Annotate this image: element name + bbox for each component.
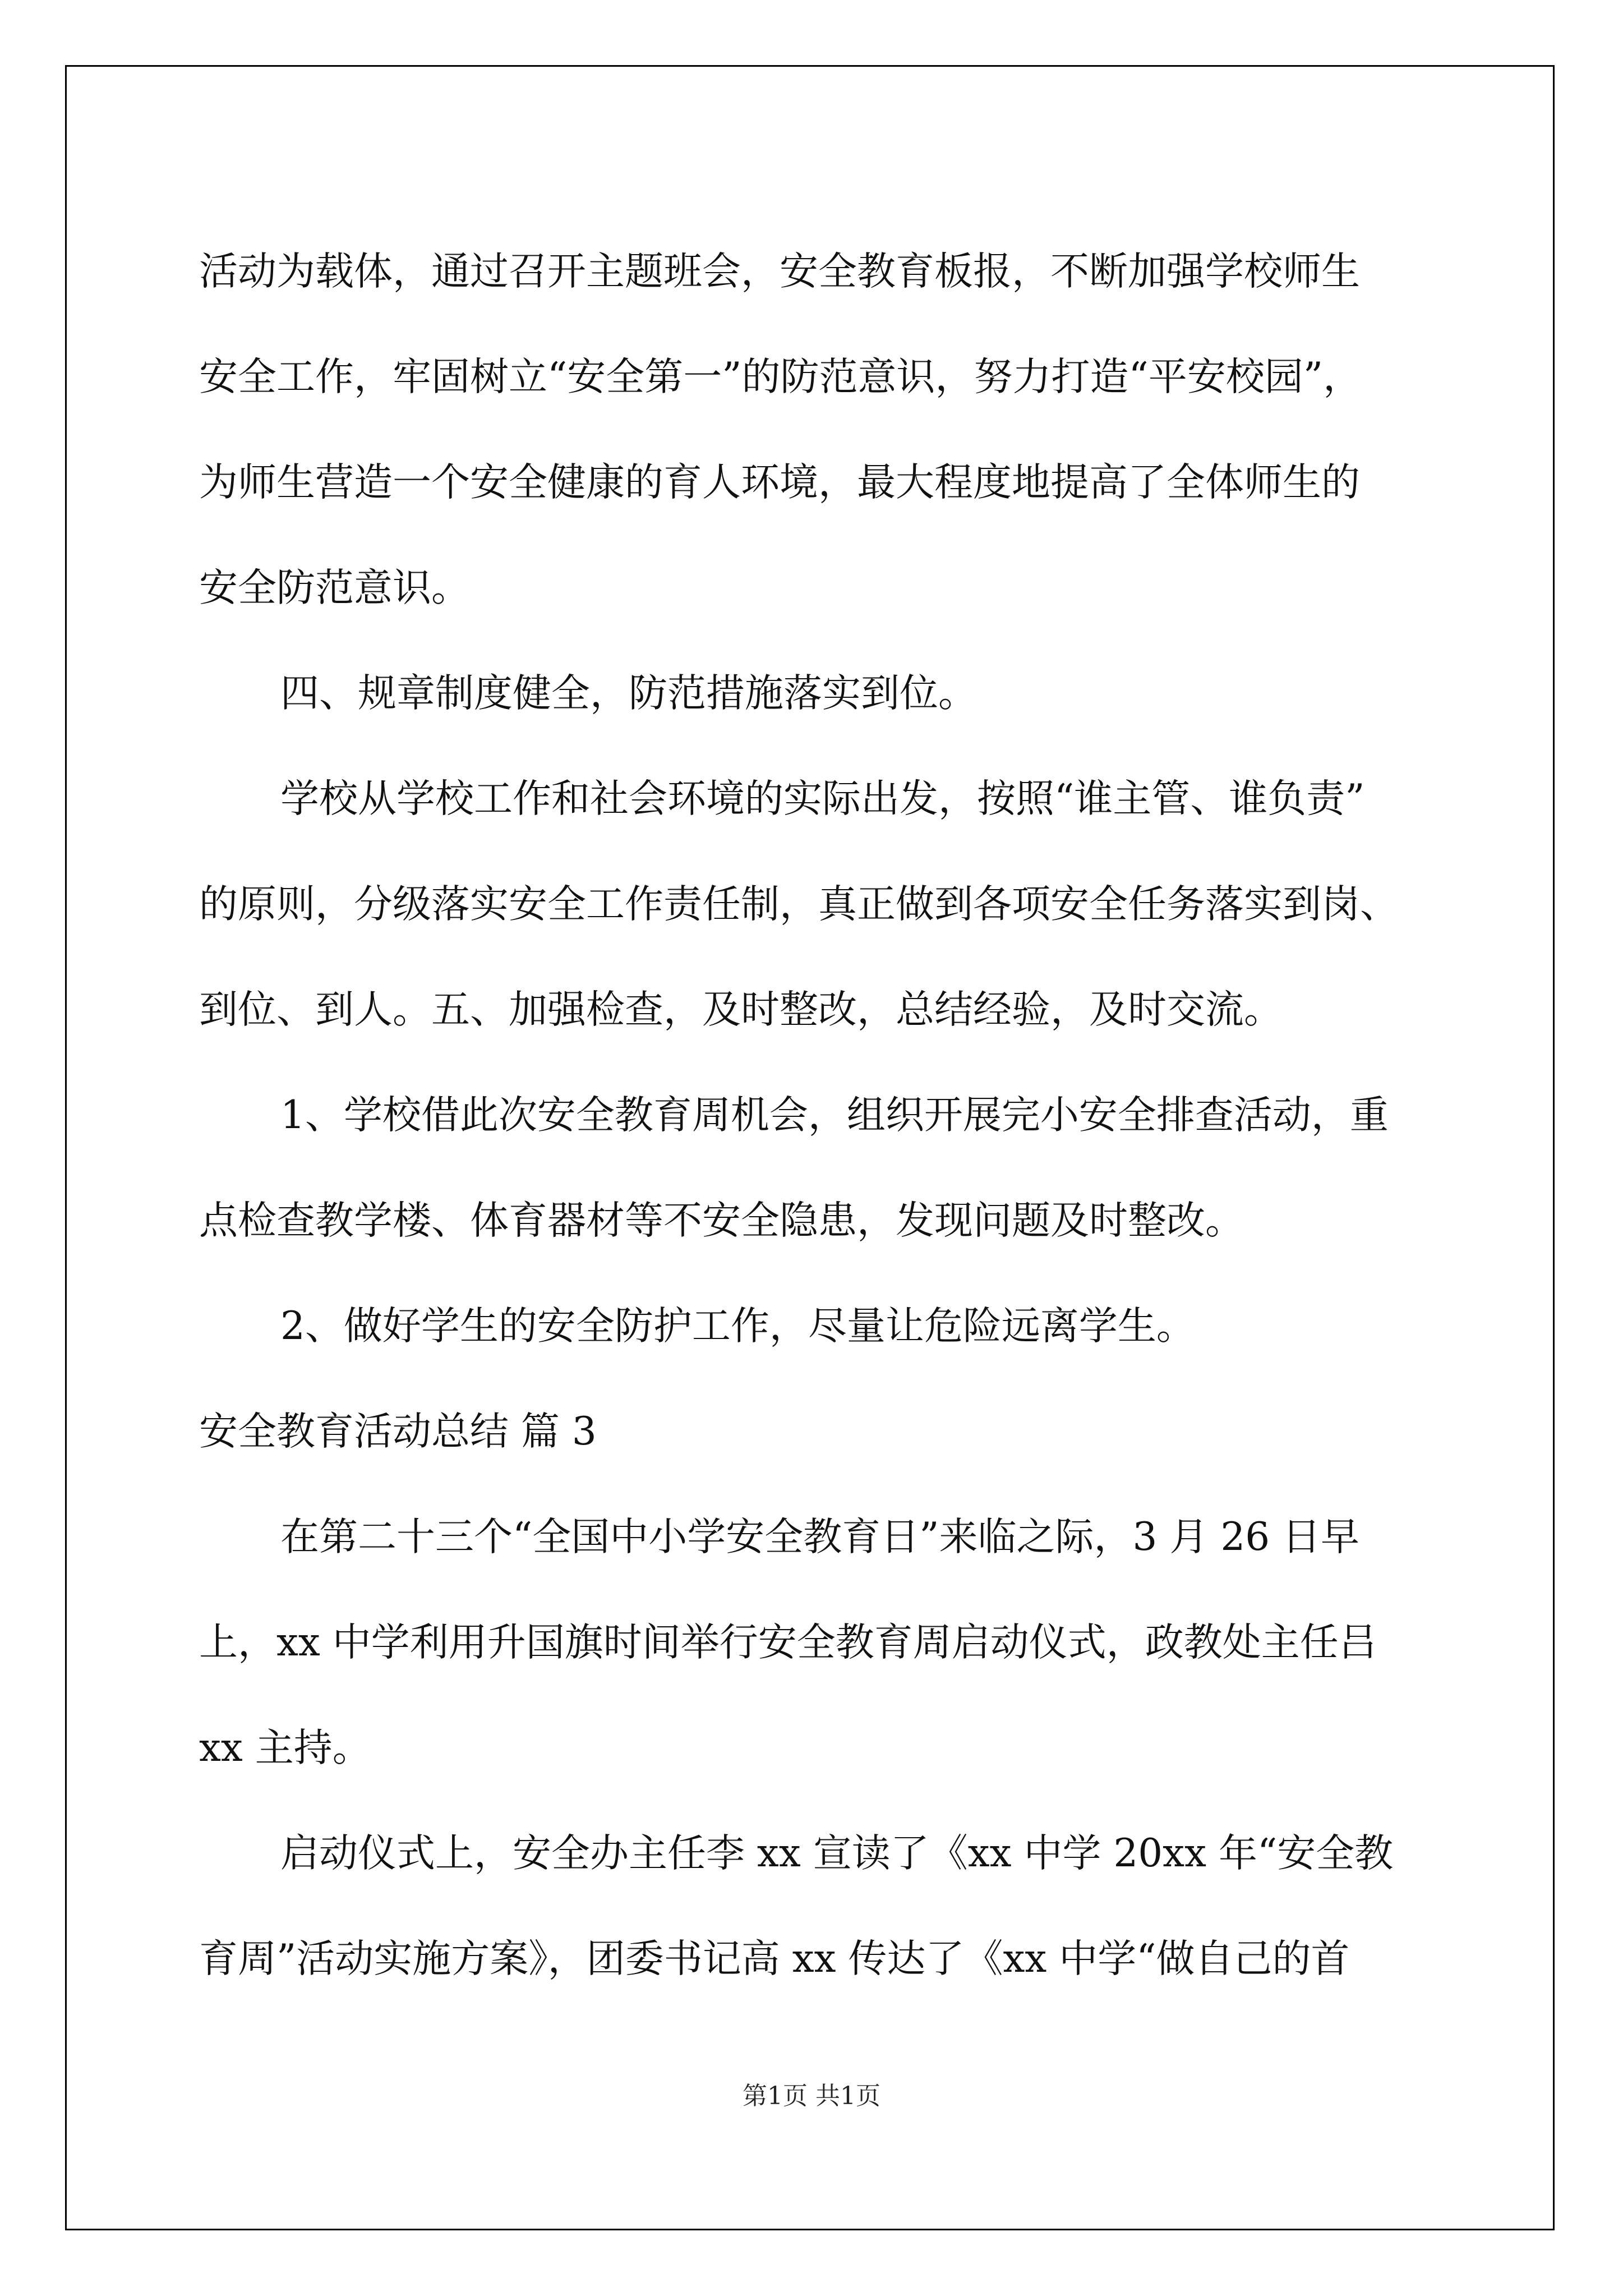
text-line-3: 为师生营造一个安全健康的育人环境，最大程度地提高了全体师生的 (199, 460, 1360, 505)
article-title: 安全教育活动总结 篇 3 (199, 1409, 597, 1454)
list-item-2: 2、做好学生的安全防护工作，尽量让危险远离学生。 (280, 1304, 1195, 1349)
document-body (199, 219, 1489, 2012)
text-line-6: 学校从学校工作和社会环境的实际出发，按照“谁主管、谁负责” (280, 776, 1365, 821)
text-line-17: 育周”活动实施方案》，团委书记高 xx 传达了《xx 中学“做自己的首 (199, 1936, 1350, 1981)
text-line-4: 安全防范意识。 (199, 565, 470, 610)
text-line-15: xx 主持。 (199, 1726, 371, 1770)
text-line-10: 点检查教学楼、体育器材等不安全隐患，发现问题及时整改。 (199, 1198, 1244, 1243)
list-item-1: 1、学校借此次安全教育周机会，组织开展完小安全排查活动，重 (280, 1093, 1389, 1138)
section-heading-four: 四、规章制度健全，防范措施落实到位。 (280, 671, 977, 716)
text-line-1: 活动为载体，通过召开主题班会，安全教育板报，不断加强学校师生 (199, 249, 1360, 294)
text-line-14: 上，xx 中学利用升国旗时间举行安全教育周启动仪式，政教处主任吕 (199, 1620, 1377, 1665)
text-line-2: 安全工作，牢固树立“安全第一”的防范意识，努力打造“平安校园”， (199, 355, 1362, 399)
text-line-16: 启动仪式上，安全办主任李 xx 宣读了《xx 中学 20xx 年“安全教 (280, 1831, 1394, 1876)
text-line-7: 的原则，分级落实安全工作责任制，真正做到各项安全任务落实到岗、 (199, 882, 1399, 927)
page-footer: 第1页 共1页 (743, 2082, 880, 2110)
text-line-13: 在第二十三个“全国中小学安全教育日”来临之际，3 月 26 日早 (280, 1515, 1360, 1559)
text-line-8: 到位、到人。五、加强检查，及时整改，总结经验，及时交流。 (199, 987, 1283, 1032)
